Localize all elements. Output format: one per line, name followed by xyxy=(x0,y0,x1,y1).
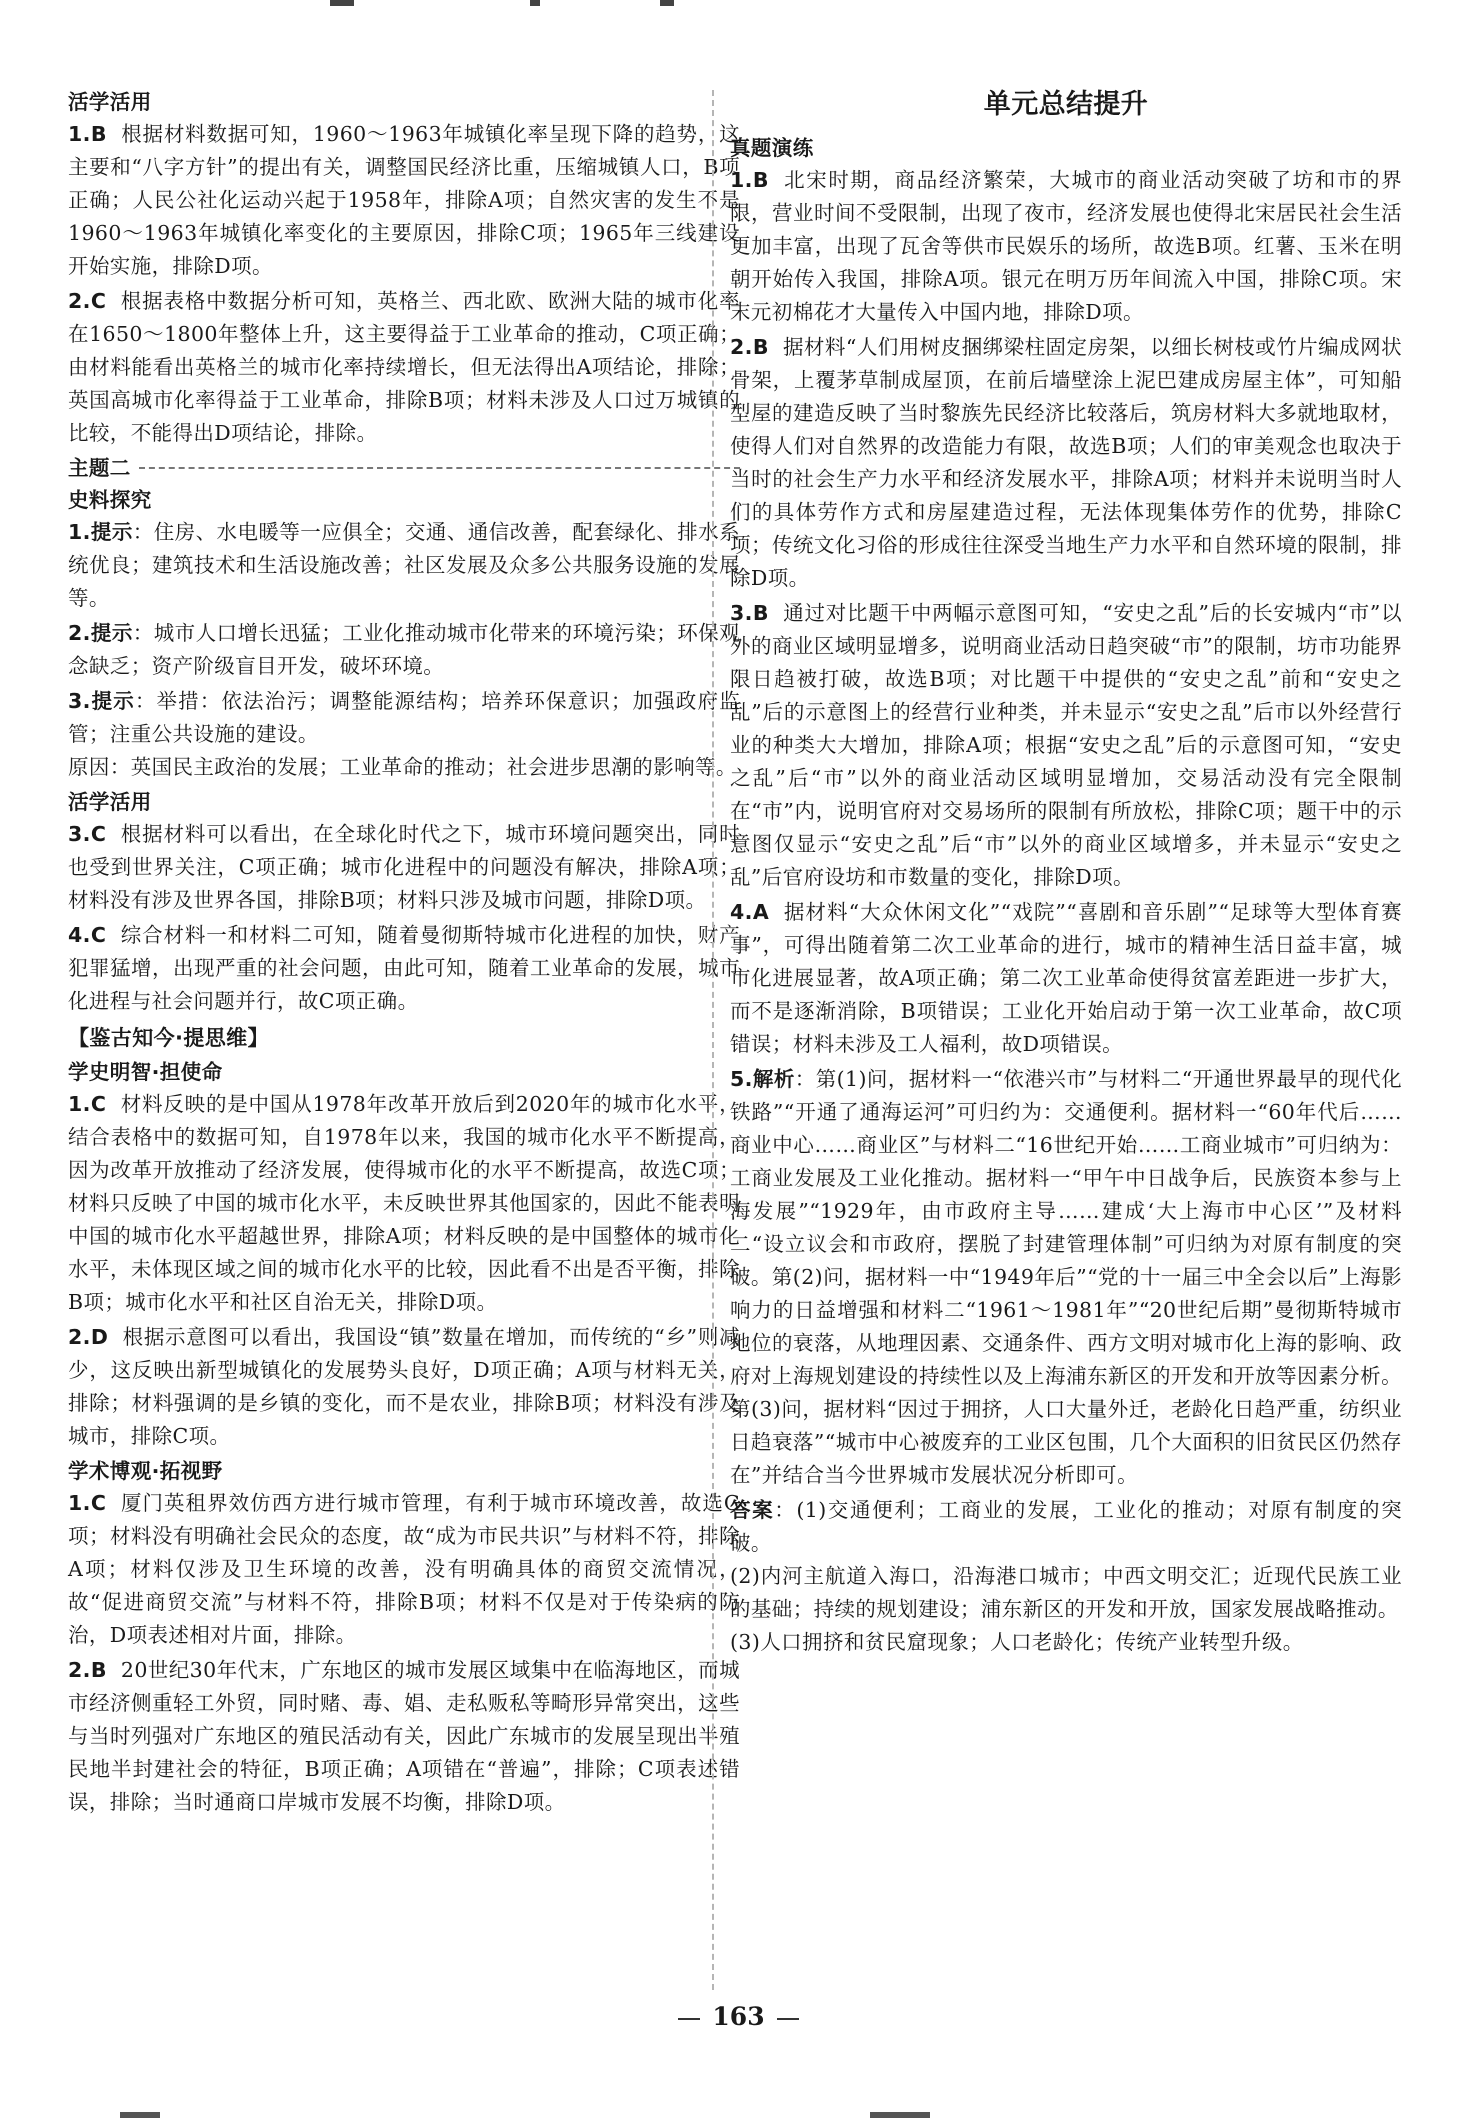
answer-item: 4.A 据材料“大众休闲文化”“戏院”“喜剧和音乐剧”“足球等大型体育赛事”，可得出随着第二次工业革命的进行，城市的精神生活日益丰富，城市化进展显著，故A项正确；第二次工业革命使得贫富差距进一步扩大，而不是逐渐消除，B项错误；工业化开始启动于第一次工业革命，故C项错误；材料未涉及工人福利，故D项错误。 xyxy=(730,900,1402,1056)
hint-extra: 原因：英国民主政治的发展；工业革命的推动；社会进步思潮的影响等。 xyxy=(68,755,737,779)
page-number: 163 xyxy=(0,2002,1477,2031)
dashed-rule xyxy=(139,467,740,469)
answer-item: 4.C 综合材料一和材料二可知，随着曼彻斯特城市化进程的加快，财产犯罪猛增，出现严重的社会问题，由此可知，随着工业革命的发展，城市化进程与社会问题并行，故C项正确。 xyxy=(68,923,740,1013)
answer-item: 1.B 北宋时期，商品经济繁荣，大城市的商业活动突破了坊和市的界限，营业时间不受限制，出现了夜市，经济发展也使得北宋居民社会生活更加丰富，出现了瓦舍等供市民娱乐的场所，故选B项。红薯、玉米在明朝开始传入我国，排除A项。银元在明万历年间流入中国，排除C项。宋末元初棉花才大量传入中国内地，排除D项。 xyxy=(730,168,1402,324)
left-column xyxy=(68,86,740,1821)
top-crop-marks xyxy=(0,0,1477,20)
column-divider xyxy=(712,90,714,1990)
bracket-heading: 【鉴古知今·提思维】 xyxy=(68,1026,269,1050)
unit-title: 单元总结提升 xyxy=(983,89,1149,120)
analysis-item: 5.解析：第(1)问，据材料一“依港兴市”与材料二“开通世界最早的现代化铁路”“开通了通海运河”可归约为：交通便利。据材料一“60年代后……商业中心……商业区”与材料二“16世纪开始……工商业城市”可归纳为：工商业发展及工业化推动。据材料一“甲午中日战争后，民族资本参与上海发展”“1929年，由市政府主导……建成‘大上海市中心区’”及材料二“设立议会和市政府，摆脱了封建管理体制”可归纳为对原有制度的突破。第(2)问，据材料一中“1949年后”“党的十一届三中全会以后”上海影响力的日益增强和材料二“1961～1981年”“20世纪后期”曼彻斯特城市地位的衰落，从地理因素、交通条件、西方文明对城市化上海的影响、政府对上海规划建设的持续性以及上海浦东新区的开发和开放等因素分析。第(3)问，据材料“因过于拥挤，人口大量外迁，老龄化日趋严重，纺织业日趋衰落”“城市中心被废弃的工业区包围，几个大面积的旧贫民区仍然存在”并结合当今世界城市发展状况分析即可。 xyxy=(730,1067,1402,1487)
answer-item: 2.D 根据示意图可以看出，我国设“镇”数量在增加，而传统的“乡”则减少，这反映出新型城镇化的发展势头良好，D项正确；A项与材料无关，排除；材料强调的是乡镇的变化，而不是农业，排除B项；材料没有涉及城市，排除C项。 xyxy=(68,1325,740,1448)
hint-item: 1.提示：住房、水电暖等一应俱全；交通、通信改善，配套绿化、排水系统优良；建筑技术和生活设施改善；社区发展及众多公共服务设施的发展等。 xyxy=(68,520,740,610)
right-column xyxy=(730,86,1402,1661)
section-heading: 史料探究 xyxy=(68,488,152,512)
hint-item: 3.提示：举措：依法治污；调整能源结构；培养环保意识；加强政府监管；注重公共设施的建设。 原因：英国民主政治的发展；工业革命的推动；社会进步思潮的影响等。 xyxy=(68,685,740,784)
answer-item: 2.B 20世纪30年代末，广东地区的城市发展区域集中在临海地区，而城市经济侧重轻工外贸，同时赌、毒、娼、走私贩私等畸形异常突出，这些与当时列强对广东地区的殖民活动有关，因此广东城市的发展呈现出半殖民地半封建社会的特征，B项正确；A项错在“普遍”，排除；C项表述错误，排除；当时通商口岸城市发展不均衡，排除D项。 xyxy=(68,1658,740,1814)
theme-heading: 主题二 xyxy=(68,452,740,484)
answer-item: 3.B 通过对比题干中两幅示意图可知，“安史之乱”后的长安城内“市”以外的商业区域明显增多，说明商业活动日趋突破“市”的限制，坊市功能界限日趋被打破，故选B项；对比题干中提供的“安史之乱”前和“安史之乱”后的示意图上的经营行业种类，并未显示“安史之乱”后市以外经营行业的种类大大增加，排除A项；根据“安史之乱”后的示意图可知，“安史之乱”后“市”以外的商业活动区域明显增加，交易活动没有完全限制在“市”内，说明官府对交易场所的限制有所放松，排除C项；题干中的示意图仅显示“安史之乱”后“市”以外的商业区域增多，并未显示“安史之乱”后官府设坊和市数量的变化，排除D项。 xyxy=(730,601,1402,889)
section-heading: 真题演练 xyxy=(730,136,814,160)
answer-item: 2.C 根据表格中数据分析可知，英格兰、西北欧、欧洲大陆的城市化率在1650～1800年整体上升，这主要得益于工业革命的推动，C项正确；由材料能看出英格兰的城市化率持续增长，但无法得出A项结论，排除；英国高城市化率得益于工业革命，排除B项；材料未涉及人口过万城镇的比较，不能得出D项结论，排除。 xyxy=(68,289,740,445)
section-heading: 活学活用 xyxy=(68,790,152,814)
answer-item: 1.B 根据材料数据可知，1960～1963年城镇化率呈现下降的趋势，这主要和“八字方针”的提出有关，调整国民经济比重，压缩城镇人口，B项正确；人民公社化运动兴起于1958年，排除A项；自然灾害的发生不是1960～1963年城镇化率变化的主要原因，排除C项；1965年三线建设开始实施，排除D项。 xyxy=(68,122,740,278)
section-heading: 学术博观·拓视野 xyxy=(68,1459,223,1483)
answer-item: 1.C 厦门英租界效仿西方进行城市管理，有利于城市环境改善，故选C项；材料没有明确社会民众的态度，故“成为市民共识”与材料不符，排除A项；材料仅涉及卫生环境的改善，没有明确具体的商贸交流情况，故“促进商贸交流”与材料不符，排除B项；材料不仅是对于传染病的防治，D项表述相对片面，排除。 xyxy=(68,1491,740,1647)
answer-item: 2.B 据材料“人们用树皮捆绑梁柱固定房架，以细长树枝或竹片编成网状骨架，上覆茅草制成屋顶，在前后墙壁涂上泥巴建成房屋主体”，可知船型屋的建造反映了当时黎族先民经济比较落后，筑房材料大多就地取材，使得人们对自然界的改造能力有限，故选B项；人们的审美观念也取决于当时的社会生产力水平和经济发展水平，排除A项；材料并未说明当时人们的具体劳作方式和房屋建造过程，无法体现集体劳作的优势，排除C项；传统文化习俗的形成往往深受当地生产力水平和自然环境的限制，排除D项。 xyxy=(730,335,1402,590)
answer-item: 3.C 根据材料可以看出，在全球化时代之下，城市环境问题突出，同时也受到世界关注，C项正确；城市化进程中的问题没有解决，排除A项；材料没有涉及世界各国，排除B项；材料只涉及城市问题，排除D项。 xyxy=(68,822,740,912)
answer-part-3: (3)人口拥挤和贫民窟现象；人口老龄化；传统产业转型升级。 xyxy=(730,1630,1304,1654)
answer-item: 1.C 材料反映的是中国从1978年改革开放后到2020年的城市化水平，结合表格中的数据可知，自1978年以来，我国的城市化水平不断提高，因为改革开放推动了经济发展，使得城市化的水平不断提高，故选C项；材料只反映了中国的城市化水平，未反映世界其他国家的，因此不能表明中国的城市化水平超越世界，排除A项；材料反映的是中国整体的城市化水平，未体现区域之间的城市化水平的比较，因此看不出是否平衡，排除B项；城市化水平和社区自治无关，排除D项。 xyxy=(68,1092,740,1314)
hint-item: 2.提示：城市人口增长迅猛；工业化推动城市化带来的环境污染；环保观念缺乏；资产阶级盲目开发，破坏环境。 xyxy=(68,621,740,678)
section-heading: 活学活用 xyxy=(68,90,152,114)
section-heading: 学史明智·担使命 xyxy=(68,1060,223,1084)
answer-part-2: (2)内河主航道入海口，沿海港口城市；中西文明交汇；近现代民族工业的基础；持续的规划建设；浦东新区的开发和开放，国家发展战略推动。 xyxy=(730,1564,1402,1621)
answer-block: 答案：(1)交通便利；工商业的发展，工业化的推动；对原有制度的突破。 (2)内河主航道入海口，沿海港口城市；中西文明交汇；近现代民族工业的基础；持续的规划建设；浦东新区的开发和开放，国家发展战略推动。 (3)人口拥挤和贫民窟现象；人口老龄化；传统产业转型升级。 xyxy=(730,1494,1402,1659)
